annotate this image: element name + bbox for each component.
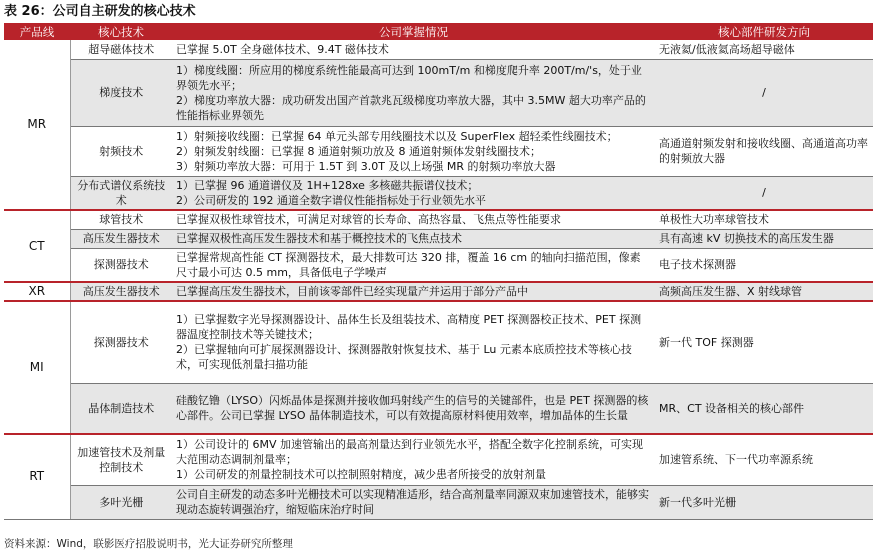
- tech-cell: 多叶光栅: [70, 485, 172, 519]
- source-note: 资料来源：Wind，联影医疗招股说明书，光大证券研究所整理: [4, 538, 293, 550]
- tech-cell: 加速管技术及剂量控制技术: [70, 434, 172, 485]
- direction-cell: 高频高压发生器、X 射线球管: [655, 282, 873, 301]
- direction-cell: /: [655, 176, 873, 210]
- direction-cell: 新一代 TOF 探测器: [655, 301, 873, 383]
- direction-cell: 无液氦/低液氦高场超导磁体: [655, 40, 873, 59]
- header-mastery: 公司掌握情况: [172, 23, 655, 40]
- mastery-cell: 公司自主研发的动态多叶光栅技术可以实现精准适形，结合高剂量率同源双束加速管技术，能够实现动态旋转调强治疗，缩短临床治疗时间: [172, 485, 655, 519]
- mastery-cell: 1）射频接收线圈：已掌握 64 单元头部专用线圈技术以及 SuperFlex 超轻柔性线圈技术； 2）射频发射线圈：已掌握 8 通道射频功放及 8 通道射频体发射线圈技术； 3）射频功率放大器：可用于 1.5T 到 3.0T 及以上场强 MR 的射频功率放大器: [172, 126, 655, 176]
- table-row: [4, 126, 873, 176]
- table-row: [4, 434, 873, 485]
- table-title: 表 26：公司自主研发的核心技术: [4, 4, 196, 19]
- direction-cell: 电子技术探测器: [655, 248, 873, 282]
- tech-cell: 球管技术: [70, 210, 172, 229]
- mastery-cell: 1）已掌握数字光导探测器设计、晶体生长及组装技术、高精度 PET 探测器校正技术、PET 探测器温度控制技术等关键技术； 2）已掌握轴向可扩展探测器设计、探测器散射恢复技术、基于 Lu 元素本底质控技术等核心技术，可实现低剂量扫描功能: [172, 301, 655, 383]
- tech-cell: 高压发生器技术: [70, 282, 172, 301]
- mastery-cell: 已掌握 5.0T 全身磁体技术、9.4T 磁体技术: [172, 40, 655, 59]
- mastery-cell: 已掌握双极性高压发生器技术和基于概控技术的飞焦点技术: [172, 229, 655, 248]
- header-row: [4, 23, 873, 40]
- table-row: [4, 40, 873, 59]
- tech-cell: 梯度技术: [70, 59, 172, 126]
- group-rt: RT: [4, 434, 70, 519]
- table-row: [4, 229, 873, 248]
- header-direction: 核心部件研发方向: [655, 23, 873, 40]
- tech-cell: 探测器技术: [70, 248, 172, 282]
- tech-cell: 超导磁体技术: [70, 40, 172, 59]
- table-row: [4, 282, 873, 301]
- tech-cell: 晶体制造技术: [70, 383, 172, 434]
- mastery-cell: 已掌握常规高性能 CT 探测器技术，最大排数可达 320 排，覆盖 16 cm 的轴向扫描范围，像素尺寸最小可达 0.5 mm，具备低电子学噪声: [172, 248, 655, 282]
- header-tech: 核心技术: [70, 23, 172, 40]
- tech-cell: 高压发生器技术: [70, 229, 172, 248]
- mastery-cell: 1）已掌握 96 通道谱仪及 1H+128xe 多核磁共振谱仪技术； 2）公司研发的 192 通道全数字谱仪性能指标处于行业领先水平: [172, 176, 655, 210]
- direction-cell: 单极性大功率球管技术: [655, 210, 873, 229]
- table-row: [4, 248, 873, 282]
- direction-cell: 高通道射频发射和接收线圈、高通道高功率的射频放大器: [655, 126, 873, 176]
- group-mi: MI: [4, 301, 70, 434]
- mastery-cell: 已掌握双极性球管技术，可满足对球管的长寿命、高热容量、飞焦点等性能要求: [172, 210, 655, 229]
- mastery-cell: 1）公司设计的 6MV 加速管输出的最高剂量达到行业领先水平，搭配全数字化控制系统，可实现大范围动态调制剂量率； 1）公司研发的剂量控制技术可以控制照射精度，减少患者所接受的放射剂量: [172, 434, 655, 485]
- table-row: [4, 383, 873, 434]
- direction-cell: 加速管系统、下一代功率源系统: [655, 434, 873, 485]
- direction-cell: 具有高速 kV 切换技术的高压发生器: [655, 229, 873, 248]
- direction-cell: MR、CT 设备相关的核心部件: [655, 383, 873, 434]
- header-product: 产品线: [4, 23, 70, 40]
- table-row: [4, 301, 873, 383]
- group-xr: XR: [4, 282, 70, 301]
- mastery-cell: 1）梯度线圈：所应用的梯度系统性能最高可达到 100mT/m 和梯度爬升率 200T/m/'s，处于业界领先水平； 2）梯度功率放大器：成功研发出国产首款兆瓦级梯度功率放大器，其中 3.5MW 超大功率产品的性能指标业界领先: [172, 59, 655, 126]
- core-tech-table: [4, 23, 873, 520]
- group-ct: CT: [4, 210, 70, 282]
- table-row: [4, 485, 873, 519]
- mastery-cell: 硅酸钇镥（LYSO）闪烁晶体是探测并接收伽玛射线产生的信号的关键部件，也是 PET 探测器的核心部件。公司已掌握 LYSO 晶体制造技术，可以有效提高原材料使用效率，增加晶体的生长量: [172, 383, 655, 434]
- direction-cell: /: [655, 59, 873, 126]
- tech-cell: 射频技术: [70, 126, 172, 176]
- table-row: [4, 176, 873, 210]
- tech-cell: 探测器技术: [70, 301, 172, 383]
- table-row: [4, 59, 873, 126]
- group-mr: MR: [4, 40, 70, 210]
- mastery-cell: 已掌握高压发生器技术，目前该零部件已经实现量产并运用于部分产品中: [172, 282, 655, 301]
- direction-cell: 新一代多叶光栅: [655, 485, 873, 519]
- table-row: [4, 210, 873, 229]
- tech-cell: 分布式谱仪系统技术: [70, 176, 172, 210]
